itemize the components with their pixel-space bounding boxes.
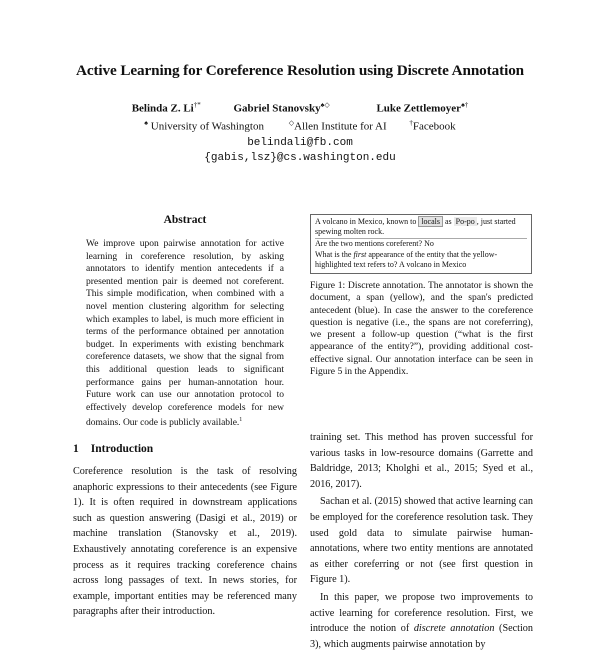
figure-sentence: A volcano in Mexico, known to locals as Po-po , just started spewing molten rock. [315, 217, 516, 237]
affiliation: †Facebook [409, 119, 456, 133]
paragraph: training set. This method has proven successful for various tasks in low-resource domains (Garrette and Baldridge, 2013; Kholghi et al., 2015; Syed et al., 2016, 2017). [310, 432, 533, 490]
span-highlight-yellow: locals [418, 216, 443, 227]
figure-question: Are the two mentions coreferent? No [315, 238, 527, 249]
figure-1-annotation-example [310, 214, 532, 274]
figure-caption: Figure 1: Discrete annotation. The annotator is shown the document, a span (yellow), and the span's predicted antecedent (blue). In case the answer to the coreference question is negative (i.e., the spans are not coreferring), we present a follow-up question (“what is the first appearance of the entity?”), providing additional cost-effective signal. Our annotation interface can be seen in Figure 5 in the Appendix. [310, 280, 533, 378]
antecedent-highlight-blue: Po-po [455, 217, 475, 226]
figure-caption-label: Figure 1: [310, 280, 346, 291]
affiliation: ♠ University of Washington [144, 119, 264, 133]
figure-followup-question: What is the first appearance of the entity that the yellow-highlighted text refers to? A volcano in Mexico [315, 249, 498, 269]
section-heading: 1 Introduction [73, 443, 154, 455]
footnote-marker[interactable]: 1 [239, 417, 243, 424]
abstract-text: We improve upon pairwise annotation for active learning in coreference resolution, by asking annotators to identify mention antecedents if a presented mention pair is deemed not coreferent. This simple modification, when combined with a novel mention clustering algorithm for selecting which examples to label, is much more efficient in terms of the performance obtained per annotation budget. In experiments with existing benchmark coreference datasets, we show that the signal from this additional question leads to significant performance gains per human-annotation hour. Future work can use our annotation protocol to effectively develop coreference models for new domains. Our code is publicly available.$^1$ [86, 239, 284, 429]
paragraph: In this paper, we propose two improvements to active learning for coreference resolution. First, we introduce the notion of discrete annotation (Section 3), which augments pairwise annotation by [310, 591, 533, 650]
author-email[interactable]: {gabis,lsz}@cs.washington.edu [204, 152, 396, 164]
abstract-heading: Abstract [163, 214, 207, 226]
author-email[interactable]: belindali@fb.com [247, 137, 353, 149]
author: Gabriel Stanovsky♠◇ [233, 101, 330, 115]
paragraph: Sachan et al. (2015) showed that active learning can be employed for the coreference resolution task. They used gold data to simulate pairwise human-annotations, where two entity mentions are annotated as either coreferring or not (see first question in Figure 1). [310, 496, 533, 586]
author-list [0, 101, 600, 115]
introduction-text: Coreference resolution is the task of resolving anaphoric expressions to their antecedents (see Figure 1). It is often required in downstream applications such as question answering (Dasigi et al., 2019) or machine translation (Stanovsky et al., 2019). Exhaustively annotating coreference is an expensive process as it requires tracking coreference chains across long passages of text. In news stories, for example, important entities may be referenced many paragraphs after their introduction. [73, 466, 297, 618]
paper-title: Active Learning for Coreference Resolution using Discrete Annotation [75, 62, 525, 79]
affiliation-list [0, 119, 600, 133]
author: Luke Zettlemoyer♠† [376, 101, 469, 115]
affiliation: ◇Allen Institute for AI [288, 119, 387, 133]
author: Belinda Z. Li†* [131, 101, 201, 115]
column-2-body [310, 430, 533, 652]
